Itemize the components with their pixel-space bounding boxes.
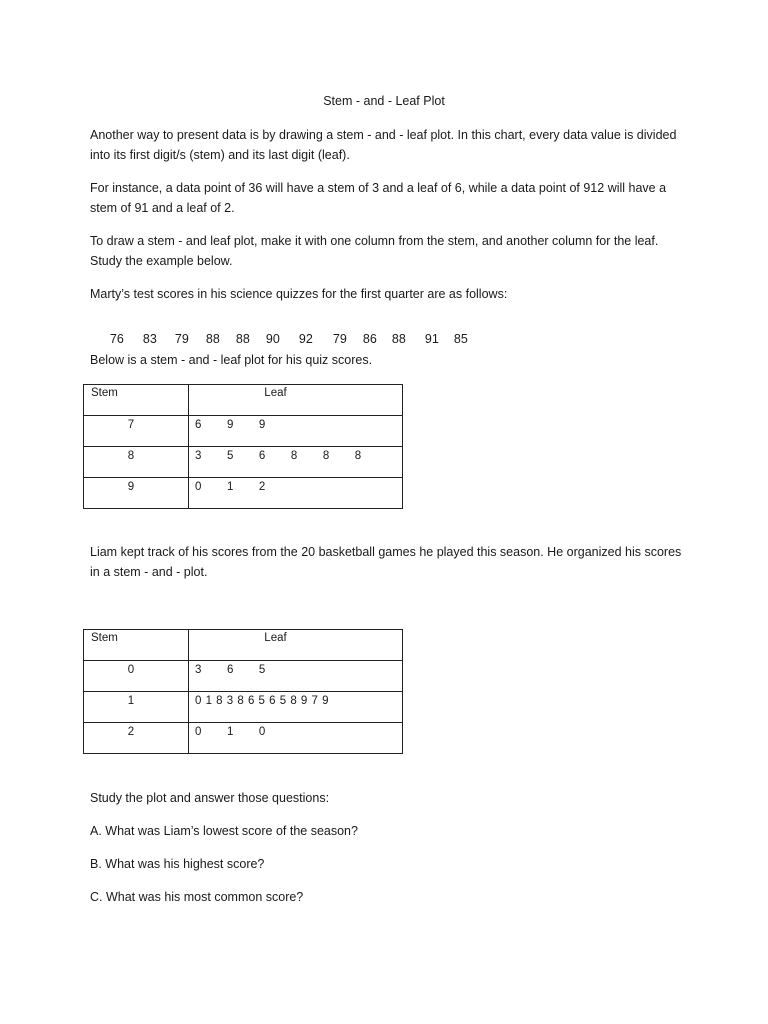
stem-value: 7 (127, 419, 135, 431)
leaf-values: 0 1 0 (195, 726, 266, 738)
questions-intro-paragraph: Study the plot and answer those questions: (90, 791, 330, 805)
score-value: 79 (332, 332, 347, 346)
stem-value: 0 (127, 664, 135, 676)
score-value: 88 (391, 332, 406, 346)
leaf-header-cell (189, 630, 403, 661)
liam-intro-paragraph: Liam kept track of his scores from the 20 basketball games he played this season. He organized his scores in a stem - and - plot. (90, 545, 682, 579)
stem-cell (84, 692, 189, 723)
question-c: C. What was his most common score? (90, 890, 304, 904)
score-value: 88 (235, 332, 250, 346)
leaf-cell (189, 661, 403, 692)
stem-cell (84, 723, 189, 754)
stem-value: 8 (127, 450, 135, 462)
stem-value: 1 (127, 695, 135, 707)
leaf-cell (189, 478, 403, 509)
table-row (84, 723, 403, 754)
stem-header-cell (84, 630, 189, 661)
leaf-header-cell (189, 385, 403, 416)
marty-stem-leaf-table (83, 384, 403, 509)
score-value: 88 (205, 332, 220, 346)
score-value: 83 (142, 332, 157, 346)
stem-value: 9 (127, 481, 135, 493)
document-title: Stem - and - Leaf Plot (323, 94, 445, 108)
table-row (84, 692, 403, 723)
score-value: 92 (298, 332, 313, 346)
stem-cell (84, 661, 189, 692)
leaf-header: Leaf (264, 632, 287, 644)
question-b: B. What was his highest score? (90, 857, 265, 871)
leaf-values: 3 5 6 8 8 8 (195, 450, 362, 462)
leaf-values: 3 6 5 (195, 664, 266, 676)
liam-stem-leaf-table (83, 629, 403, 754)
table-row (84, 416, 403, 447)
stem-header: Stem (91, 387, 118, 399)
table1-intro-paragraph: Below is a stem - and - leaf plot for his quiz scores. (90, 353, 373, 367)
instructions-paragraph: To draw a stem - and leaf plot, make it with one column from the stem, and another column for the leaf. Study the example below. (90, 234, 659, 268)
score-value: 91 (424, 332, 439, 346)
leaf-cell (189, 447, 403, 478)
table-header-row (84, 385, 403, 416)
score-value: 90 (265, 332, 280, 346)
leaf-values: 0 1 2 (195, 481, 266, 493)
score-value: 79 (174, 332, 189, 346)
example-paragraph: For instance, a data point of 36 will have a stem of 3 and a leaf of 6, while a data point of 912 will have a stem of 91 and a leaf of 2. (90, 181, 667, 215)
question-a: A. What was Liam’s lowest score of the season? (90, 824, 358, 838)
stem-value: 2 (127, 726, 135, 738)
stem-header: Stem (91, 632, 118, 644)
leaf-cell (189, 723, 403, 754)
score-value: 76 (109, 332, 124, 346)
table-row (84, 661, 403, 692)
stem-cell (84, 416, 189, 447)
stem-header-cell (84, 385, 189, 416)
table-row (84, 478, 403, 509)
score-value: 85 (453, 332, 468, 346)
score-value: 86 (362, 332, 377, 346)
marty-intro-paragraph: Marty’s test scores in his science quizzes for the first quarter are as follows: (90, 287, 508, 301)
leaf-cell (189, 692, 403, 723)
stem-cell (84, 447, 189, 478)
intro-paragraph: Another way to present data is by drawing a stem - and - leaf plot. In this chart, every data value is divided into its first digit/s (stem) and its last digit (leaf). (90, 128, 677, 162)
leaf-cell (189, 416, 403, 447)
leaf-values: 6 9 9 (195, 419, 266, 431)
table-row (84, 447, 403, 478)
leaf-values: 0 1 8 3 8 6 5 6 5 8 9 7 9 (195, 695, 329, 707)
stem-cell (84, 478, 189, 509)
leaf-header: Leaf (264, 387, 287, 399)
table-header-row (84, 630, 403, 661)
